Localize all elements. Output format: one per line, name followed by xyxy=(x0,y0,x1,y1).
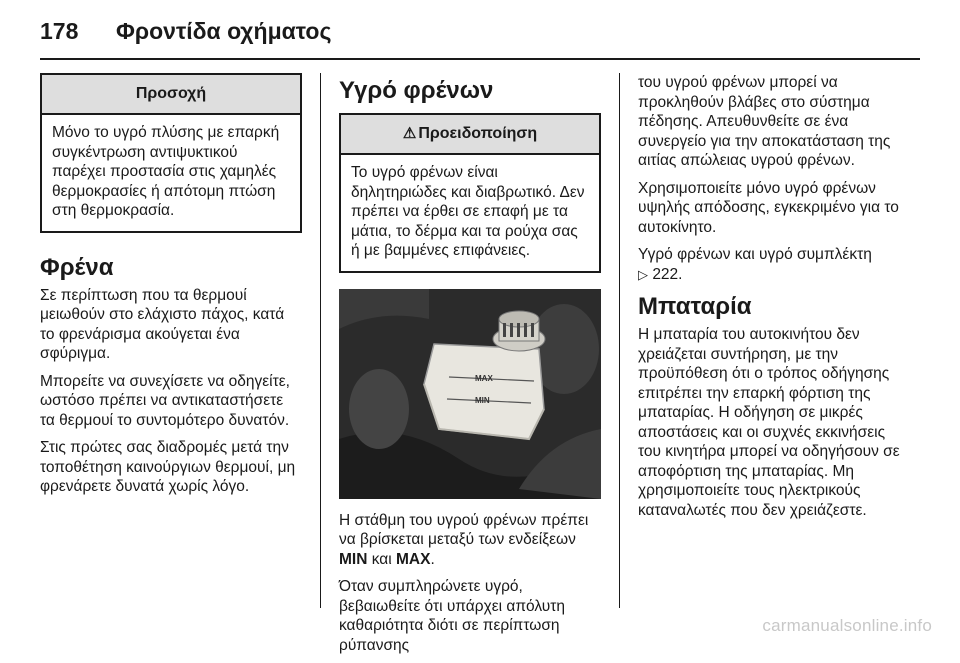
section-heading-brakes: Φρένα xyxy=(40,253,114,281)
warning-title: Προειδοποίηση xyxy=(418,125,538,142)
warning-title-row xyxy=(341,115,599,155)
section-heading-battery: Μπαταρία xyxy=(638,293,752,320)
page-number: 178 xyxy=(40,18,79,44)
continued-paragraph: του υγρού φρένων μπορεί να προκληθούν βλάβες στο σύστημα πέδησης. Απευθυνθείτε σε ένα συνεργείο για την αποκατάσταση της αιτίας απώλειας υγρού φρένων. xyxy=(638,74,891,169)
max-label: MAX xyxy=(396,550,431,568)
cross-reference xyxy=(638,245,900,284)
watermark: carmanualsonline.info xyxy=(762,616,932,635)
brake-fluid-reservoir-photo xyxy=(339,289,601,499)
column-right xyxy=(638,73,900,528)
page-reference-icon: ▷ xyxy=(638,266,648,282)
caution-title: Προσοχή xyxy=(42,75,300,115)
column-middle xyxy=(339,73,601,663)
refill-paragraph: Όταν συμπληρώνετε υγρό, βεβαιωθείτε ότι υπάρχει απόλυτη καθαριότητα διότι σε περίπτωση ρύπανσης xyxy=(339,578,565,654)
chapter-title: Φροντίδα οχήματος xyxy=(116,18,332,44)
section-heading-brake-fluid: Υγρό φρένων xyxy=(339,77,494,104)
cross-reference-text: Υγρό φρένων και υγρό συμπλέκτη xyxy=(638,246,872,263)
column-divider xyxy=(619,73,620,608)
use-paragraph: Χρησιμοποιείτε μόνο υγρό φρένων υψηλής απόδοσης, εγκεκριμένο για το αυτοκίνητο. xyxy=(638,179,899,236)
battery-paragraph: Η μπαταρία του αυτοκινήτου δεν χρειάζεται συντήρηση, με την προϋπόθεση ότι ο τρόπος οδήγησης επιτρέπει την επαρκή φόρτιση της μπαταρίας. Η οδήγηση σε μικρές αποστάσεις και οι συχνές εκκινήσεις του κινητήρα μπορεί να οδηγήσουν σε αποφόρτιση της μπαταρίας. Μη χρησιμοποιείτε τους ηλεκτρικούς καταναλωτές που δεν χρειάζεστε. xyxy=(638,326,900,519)
paragraph: Σε περίπτωση που τα θερμουί μειωθούν στο ελάχιστο πάχος, κατά το φρενάρισμα ακούγεται ένα σφύριγμα. xyxy=(40,286,285,362)
warning-body: Το υγρό φρένων είναι δηλητηριώδες και διαβρωτικό. Δεν πρέπει να έρθει σε επαφή με τα μάτια, το δέρμα και τα ρούχα σας ή με βαμμένες επιφάνειες. xyxy=(351,164,585,259)
page-header xyxy=(0,0,960,64)
column-divider xyxy=(320,73,321,608)
column-left xyxy=(40,73,302,505)
cross-reference-page: 222. xyxy=(652,265,683,283)
warning-box xyxy=(339,113,601,273)
fluid-level-paragraph xyxy=(339,511,601,570)
header-rule xyxy=(40,58,920,60)
paragraph: Στις πρώτες σας διαδρομές μετά την τοποθέτηση καινούργιων θερμουί, μη φρενάρετε δυνατά χωρίς λόγο. xyxy=(40,439,296,495)
fluid-level-text: Η στάθμη του υγρού φρένων πρέπει να βρίσκεται μεταξύ των ενδείξεων xyxy=(339,511,589,548)
min-label: MIN xyxy=(339,550,368,568)
caution-body: Μόνο το υγρό πλύσης με επαρκή συγκέντρωση αντιψυκτικού παρέχει προστασία στις χαμηλές θερμοκρασίες ή απότομη πτώση στη θερμοκρασία. xyxy=(52,124,280,219)
min-mark-label: MIN xyxy=(475,395,490,405)
warning-triangle-icon: ⚠ xyxy=(402,125,417,142)
and-word: και xyxy=(371,550,392,568)
max-mark-label: MAX xyxy=(475,373,493,383)
caution-box xyxy=(40,73,302,233)
paragraph: Μπορείτε να συνεχίσετε να οδηγείτε, ωστόσο πρέπει να αντικαταστήσετε τα θερμουί το συντομότερο δυνατόν. xyxy=(40,372,290,429)
sentence-end: . xyxy=(430,550,435,568)
